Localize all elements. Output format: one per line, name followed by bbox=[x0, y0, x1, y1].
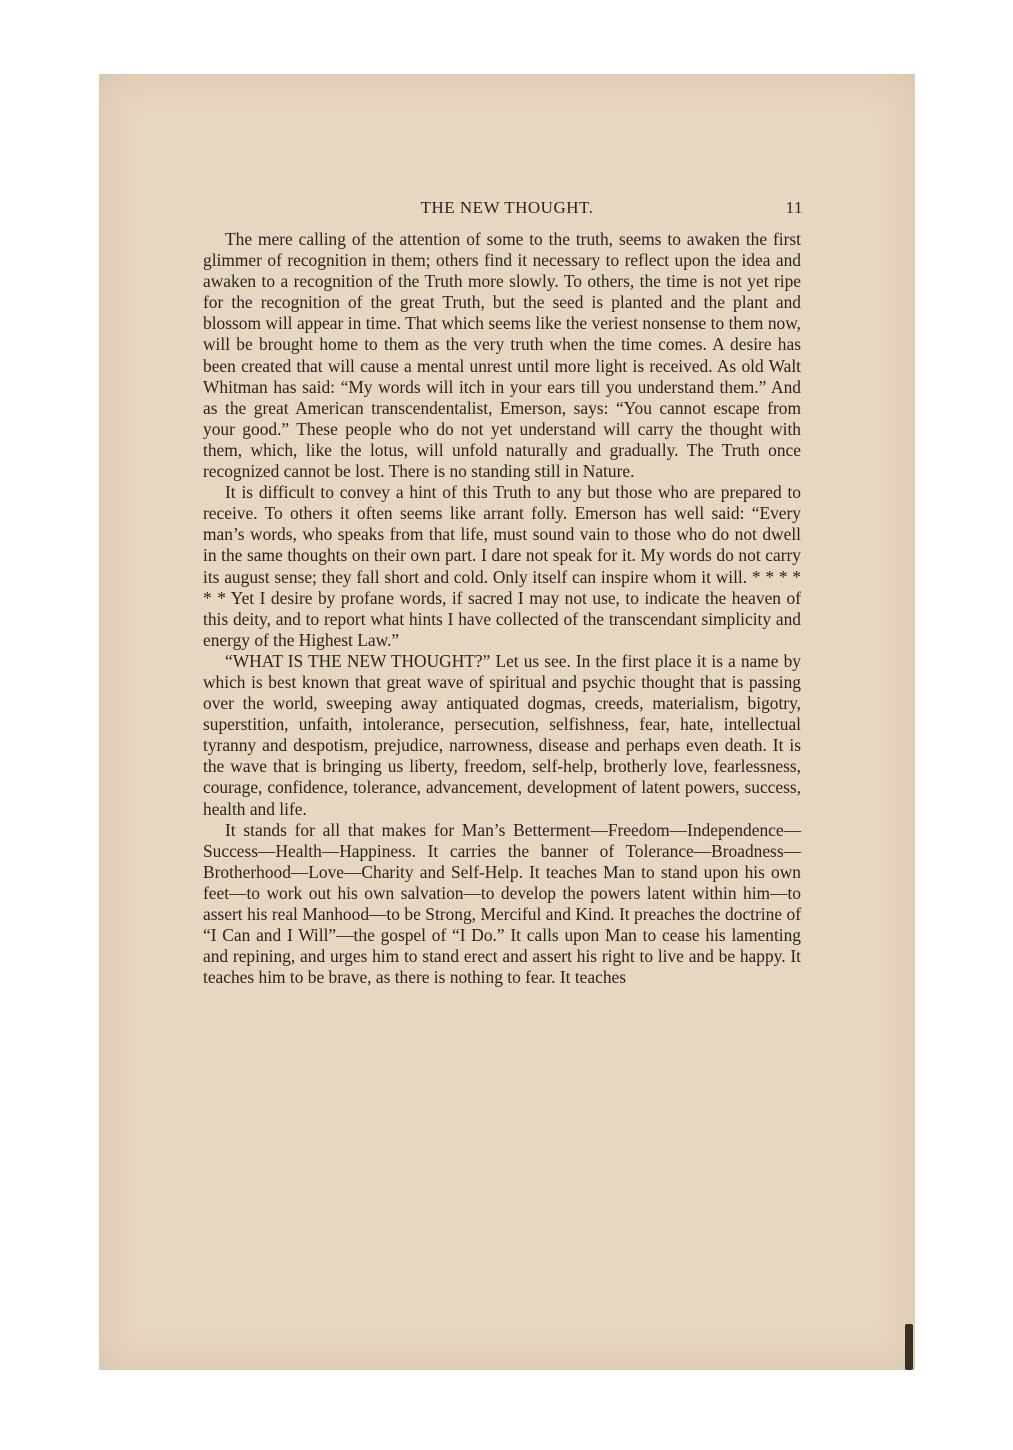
paragraph: It stands for all that makes for Man’s Betterment—Freedom—Independence—Success—Health—Happiness. It carries the banner of Tolerance—Broadness—Brotherhood—Love—Charity and Self-Help. It teaches Man to stand upon his own feet—to work out his own salvation—to develop the powers latent within him—to assert his real Manhood—to be Strong, Merciful and Kind. It preaches the doctrine of “I Can and I Will”—the gospel of “I Do.” It calls upon Man to cease his lamenting and repining, and urges him to stand erect and assert his right to live and be happy. It teaches him to be brave, as there is nothing to fear. It teaches bbox=[203, 819, 801, 988]
book-page bbox=[99, 74, 915, 1370]
page-edge-mark bbox=[905, 1324, 913, 1370]
page-title: THE NEW THOUGHT. bbox=[420, 198, 594, 217]
running-head bbox=[99, 198, 915, 222]
paragraph: The mere calling of the attention of some to the truth, seems to awaken the first glimmer of recognition in them; others find it necessary to reflect upon the idea and awaken to a recognition of the Truth more slowly. To others, the time is not yet ripe for the recognition of the great Truth, but the seed is planted and the plant and blossom will appear in time. That which seems like the veriest nonsense to them now, will be brought home to them as the very truth when the time comes. A desire has been created that will cause a mental unrest until more light is received. As old Walt Whitman has said: “My words will itch in your ears till you understand them.” And as the great American transcendentalist, Emerson, says: “You cannot escape from your good.” These people who do not yet understand will carry the thought with them, which, like the lotus, will unfold naturally and gradually. The Truth once recognized cannot be lost. There is no standing still in Nature. bbox=[203, 229, 801, 482]
paragraph: It is difficult to convey a hint of this Truth to any but those who are prepared to receive. To others it often seems like arrant folly. Emerson has well said: “Every man’s words, who speaks from that life, must sound vain to those who do not dwell in the same thoughts on their own part. I dare not speak for it. My words do not carry its august sense; they fall short and cold. Only itself can inspire whom it will. * * * * * * Yet I desire by profane words, if sacred I may not use, to indicate the heaven of this deity, and to report what hints I have collected of the transcendant simplicity and energy of the Highest Law.” bbox=[203, 482, 801, 650]
page-number: 11 bbox=[785, 198, 803, 217]
paragraph: “WHAT IS THE NEW THOUGHT?” Let us see. In the first place it is a name by which is best known that great wave of spiritual and psychic thought that is passing over the world, sweeping away antiquated dogmas, creeds, materialism, bigotry, superstition, unfaith, intolerance, persecution, selfishness, fear, hate, intellectual tyranny and despotism, prejudice, narrowness, disease and perhaps even death. It is the wave that is bringing us liberty, freedom, self-help, brotherly love, fearlessness, courage, confidence, tolerance, advancement, development of latent powers, success, health and life. bbox=[203, 650, 801, 819]
body-text bbox=[203, 229, 801, 988]
